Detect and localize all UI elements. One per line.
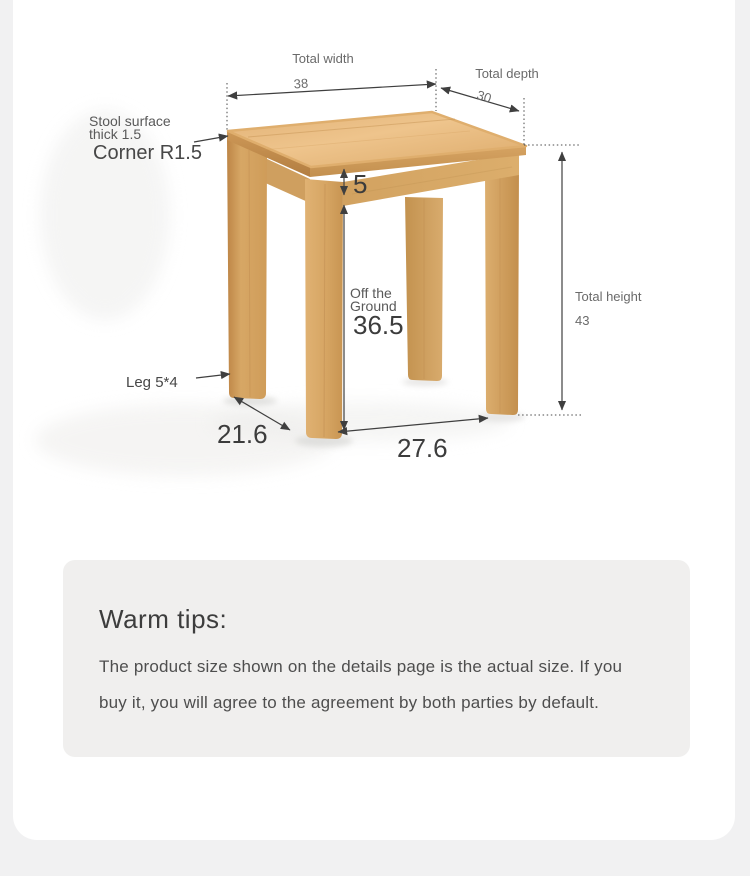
stool-right-leg: [485, 166, 519, 415]
stool-photo: [227, 112, 526, 439]
surface-thickness-label-line1: Stool surface: [89, 113, 171, 129]
total-height-value: 43: [575, 313, 590, 328]
off-ground-label-line2: Ground: [350, 298, 397, 314]
warm-tips-text-line2: buy it, you will agree to the agreement by both parties by default.: [99, 693, 600, 712]
leg-section-label: Leg 5*4: [126, 374, 178, 391]
off-ground-value: 36.5: [353, 310, 404, 340]
total-width-dimension-line: [228, 84, 436, 96]
leg-pointer-arrow: [196, 374, 230, 378]
total-depth-label: Total depth: [475, 66, 539, 81]
apron-height-value: 5: [353, 169, 368, 199]
total-width-label: Total width: [292, 51, 354, 66]
leg-span-depth-value: 21.6: [217, 419, 268, 449]
surface-thickness-label-line2: thick 1.5: [89, 126, 142, 142]
leg-span-width-value: 27.6: [397, 433, 448, 463]
total-height-label: Total height: [575, 289, 642, 304]
corner-radius-label: Corner R1.5: [93, 142, 202, 164]
total-depth-value: 30: [474, 87, 494, 106]
warm-tips-title: Warm tips:: [99, 604, 228, 634]
stool-left-leg: [227, 139, 267, 399]
warm-tips-panel: [63, 560, 690, 757]
dimension-labels: [89, 51, 642, 463]
off-ground-label-line1: Off the: [350, 285, 392, 301]
warm-tips-text-line1: The product size shown on the details page is the actual size. If you: [99, 657, 623, 676]
total-width-value: 38: [293, 75, 309, 92]
